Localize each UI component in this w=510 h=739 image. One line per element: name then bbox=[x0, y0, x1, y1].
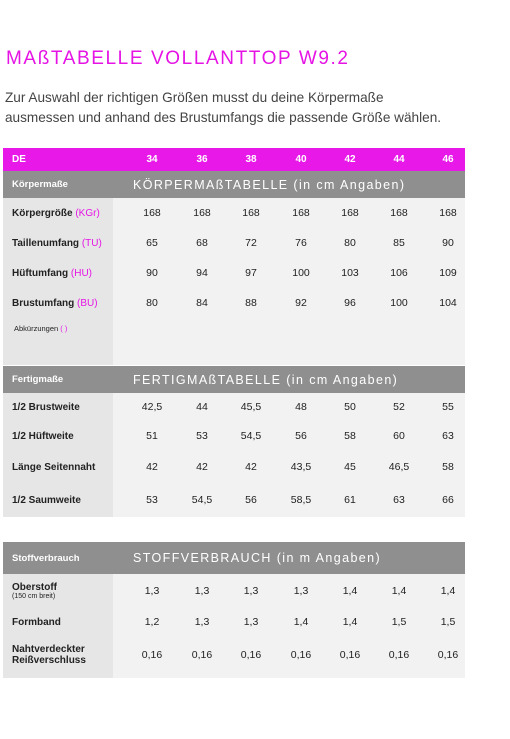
table-row bbox=[3, 608, 465, 636]
table-cell: 80 bbox=[146, 297, 158, 309]
table-row bbox=[3, 393, 465, 421]
table-cell: 63 bbox=[393, 494, 405, 506]
table-cell: 1,3 bbox=[293, 585, 309, 597]
table-cell: 1,4 bbox=[440, 585, 456, 597]
intro-line-1: Zur Auswahl der richtigen Größen musst du deine Körpermaße bbox=[5, 90, 384, 105]
table-cell: 90 bbox=[442, 237, 454, 249]
section-header-fertig bbox=[3, 366, 465, 393]
abbr: (HU) bbox=[70, 267, 92, 279]
table-cell: 1,5 bbox=[391, 616, 407, 628]
table-cell: 76 bbox=[295, 237, 307, 249]
table-cell: 1,5 bbox=[440, 616, 456, 628]
table-cell: 97 bbox=[245, 267, 257, 279]
table-cell: 168 bbox=[292, 207, 310, 219]
table-cell: 104 bbox=[439, 297, 457, 309]
table-cell: 103 bbox=[341, 267, 359, 279]
table-cell: 1,3 bbox=[194, 585, 210, 597]
table-cell: 168 bbox=[143, 207, 161, 219]
size-header-cell: 34 bbox=[146, 154, 158, 165]
abbr: (BU) bbox=[77, 297, 98, 309]
row-sublabel: (150 cm breit) bbox=[12, 593, 56, 600]
section-title: KÖRPERMAßTABELLE (in cm Angaben) bbox=[133, 177, 406, 192]
table-cell: 88 bbox=[245, 297, 257, 309]
section-label: Körpermaße bbox=[12, 179, 68, 190]
table-cell: 85 bbox=[393, 237, 405, 249]
table-cell: 53 bbox=[196, 430, 208, 442]
section-title: STOFFVERBRAUCH (in m Angaben) bbox=[133, 551, 382, 565]
table-row bbox=[3, 421, 465, 451]
row-label: Körpergröße (KGr) bbox=[12, 207, 100, 219]
table-cell: 1,4 bbox=[342, 585, 358, 597]
table-cell: 60 bbox=[393, 430, 405, 442]
stoffverbrauch-table bbox=[3, 542, 465, 678]
table-cell: 94 bbox=[196, 267, 208, 279]
table-cell: 63 bbox=[442, 430, 454, 442]
table-cell: 42 bbox=[146, 461, 158, 473]
row-label: Nahtverdeckter Reißverschluss bbox=[12, 644, 86, 666]
table-cell: 56 bbox=[245, 494, 257, 506]
table-row bbox=[3, 574, 465, 608]
size-header-cell: 40 bbox=[295, 154, 307, 165]
section-header-stoff bbox=[3, 542, 465, 574]
table-cell: 58,5 bbox=[290, 494, 312, 506]
table-cell: 72 bbox=[245, 237, 257, 249]
table-cell: 1,4 bbox=[391, 585, 407, 597]
table-cell: 51 bbox=[146, 430, 158, 442]
table-cell: 43,5 bbox=[290, 461, 312, 473]
table-cell: 0,16 bbox=[141, 649, 163, 661]
table-cell: 84 bbox=[196, 297, 208, 309]
table-cell: 0,16 bbox=[191, 649, 213, 661]
table-cell: 1,3 bbox=[243, 585, 259, 597]
table-cell: 0,16 bbox=[437, 649, 459, 661]
table-cell: 100 bbox=[390, 297, 408, 309]
row-label: Länge Seitennaht bbox=[12, 461, 96, 473]
table-cell: 50 bbox=[344, 401, 356, 413]
table-cell: 1,2 bbox=[144, 616, 160, 628]
size-header-cell: 46 bbox=[442, 154, 454, 165]
table-cell: 0,16 bbox=[240, 649, 262, 661]
table-cell: 65 bbox=[146, 237, 158, 249]
table-row bbox=[3, 198, 465, 228]
table-cell: 54,5 bbox=[191, 494, 213, 506]
table-cell: 168 bbox=[193, 207, 211, 219]
page-title: MAßTABELLE VOLLANTTOP W9.2 bbox=[6, 48, 350, 69]
table-cell: 92 bbox=[295, 297, 307, 309]
table-cell: 45 bbox=[344, 461, 356, 473]
table-cell: 58 bbox=[442, 461, 454, 473]
abbr: (TU) bbox=[81, 237, 102, 249]
row-label: 1/2 Saumweite bbox=[12, 494, 81, 506]
size-header-cell: 38 bbox=[245, 154, 257, 165]
table-row bbox=[3, 483, 465, 517]
table-cell: 1,3 bbox=[144, 585, 160, 597]
row-label: Brustumfang (BU) bbox=[12, 297, 98, 309]
table-cell: 66 bbox=[442, 494, 454, 506]
table-cell: 54,5 bbox=[240, 430, 262, 442]
note-row bbox=[3, 318, 465, 338]
table-cell: 0,16 bbox=[290, 649, 312, 661]
row-label: 1/2 Brustweite bbox=[12, 401, 80, 413]
table-cell: 1,4 bbox=[342, 616, 358, 628]
size-header-cell: 36 bbox=[196, 154, 208, 165]
section-label: Stoffverbrauch bbox=[12, 552, 80, 564]
fertigmasse-table bbox=[3, 366, 465, 517]
section-title: FERTIGMAßTABELLE (in cm Angaben) bbox=[133, 372, 399, 387]
table-cell: 168 bbox=[341, 207, 359, 219]
table-cell: 42 bbox=[245, 461, 257, 473]
table-cell: 90 bbox=[146, 267, 158, 279]
table-cell: 1,3 bbox=[243, 616, 259, 628]
row-label: 1/2 Hüftweite bbox=[12, 430, 74, 442]
row-label: Hüftumfang (HU) bbox=[12, 267, 92, 279]
table-row bbox=[3, 228, 465, 258]
table-cell: 0,16 bbox=[339, 649, 361, 661]
table-cell: 58 bbox=[344, 430, 356, 442]
table-cell: 106 bbox=[390, 267, 408, 279]
table-cell: 0,16 bbox=[388, 649, 410, 661]
table-cell: 168 bbox=[439, 207, 457, 219]
abbreviation-note: Abkürzungen ( ) bbox=[14, 323, 68, 333]
table-cell: 1,4 bbox=[293, 616, 309, 628]
table-row bbox=[3, 636, 465, 674]
abbr: (KGr) bbox=[75, 207, 100, 219]
size-header-cell: 42 bbox=[344, 154, 356, 165]
table-cell: 100 bbox=[292, 267, 310, 279]
section-header-koerper bbox=[3, 171, 465, 198]
table-cell: 48 bbox=[295, 401, 307, 413]
intro-text bbox=[5, 88, 505, 128]
table-cell: 46,5 bbox=[388, 461, 410, 473]
size-header-cell: 44 bbox=[393, 154, 405, 165]
table-cell: 52 bbox=[393, 401, 405, 413]
row-label: Taillenumfang (TU) bbox=[12, 237, 102, 249]
table-cell: 1,3 bbox=[194, 616, 210, 628]
row-label: Formband bbox=[12, 616, 61, 628]
koerpermasse-table bbox=[3, 148, 465, 365]
size-system-label: DE bbox=[12, 154, 26, 165]
row-label: Oberstoff (150 cm breit) bbox=[12, 582, 57, 600]
table-cell: 45,5 bbox=[240, 401, 262, 413]
size-header-row bbox=[3, 148, 465, 171]
table-cell: 68 bbox=[196, 237, 208, 249]
table-cell: 44 bbox=[196, 401, 208, 413]
intro-line-2: ausmessen und anhand des Brustumfangs die passende Größe wählen. bbox=[5, 110, 442, 125]
table-cell: 109 bbox=[439, 267, 457, 279]
table-cell: 53 bbox=[146, 494, 158, 506]
table-cell: 168 bbox=[242, 207, 260, 219]
table-cell: 56 bbox=[295, 430, 307, 442]
table-cell: 168 bbox=[390, 207, 408, 219]
table-cell: 96 bbox=[344, 297, 356, 309]
table-row bbox=[3, 288, 465, 318]
table-row bbox=[3, 258, 465, 288]
table-cell: 61 bbox=[344, 494, 356, 506]
abbr: ( ) bbox=[60, 323, 68, 333]
table-cell: 42,5 bbox=[141, 401, 163, 413]
table-cell: 80 bbox=[344, 237, 356, 249]
table-cell: 55 bbox=[442, 401, 454, 413]
section-label: Fertigmaße bbox=[12, 374, 64, 385]
table-cell: 42 bbox=[196, 461, 208, 473]
table-row bbox=[3, 451, 465, 483]
